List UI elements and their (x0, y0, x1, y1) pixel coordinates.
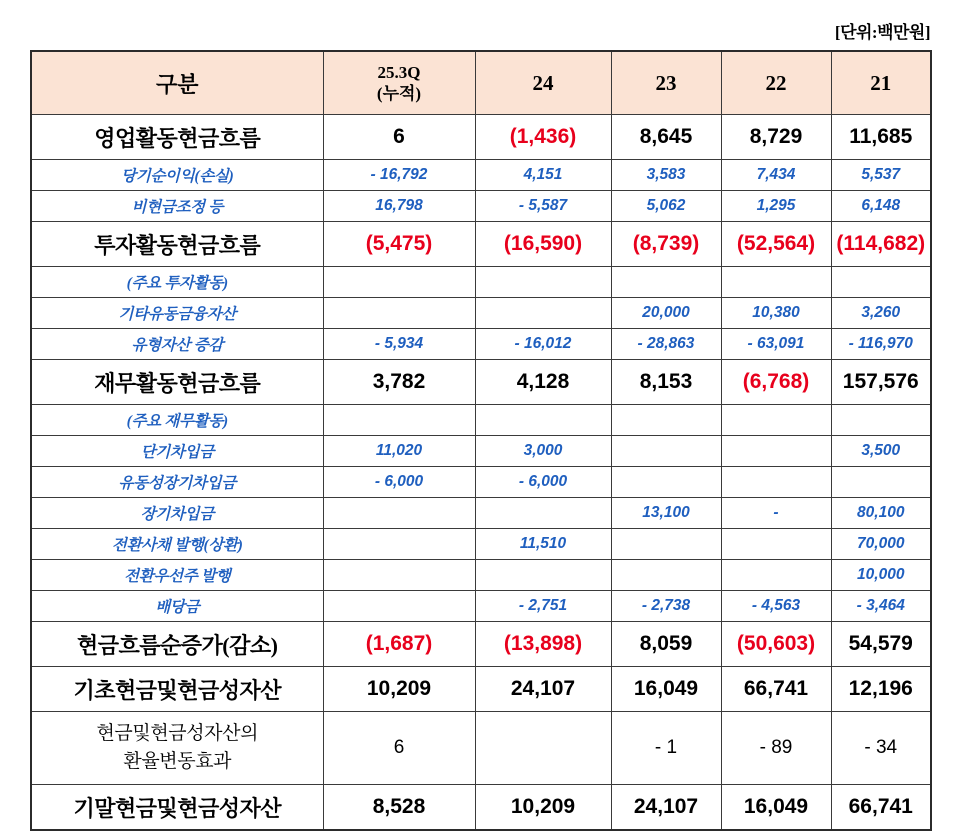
row-value: 8,059 (611, 622, 721, 667)
row-label: 배당금 (31, 591, 323, 622)
row-value (721, 467, 831, 498)
row-value: 3,000 (475, 436, 611, 467)
row-value: - 4,563 (721, 591, 831, 622)
row-value: (1,687) (323, 622, 475, 667)
row-value: 70,000 (831, 529, 931, 560)
row-value (323, 560, 475, 591)
table-row (31, 298, 931, 329)
row-value: 13,100 (611, 498, 721, 529)
row-value (721, 560, 831, 591)
row-value: 5,062 (611, 191, 721, 222)
row-value (611, 267, 721, 298)
row-value: 10,380 (721, 298, 831, 329)
row-value: - 1 (611, 712, 721, 785)
row-value: 4,151 (475, 160, 611, 191)
row-label: 유동성장기차입금 (31, 467, 323, 498)
row-value: - 6,000 (323, 467, 475, 498)
table-row (31, 529, 931, 560)
row-value (475, 560, 611, 591)
table-row (31, 436, 931, 467)
table-row (31, 360, 931, 405)
row-value: 12,196 (831, 667, 931, 712)
row-value: - 16,792 (323, 160, 475, 191)
row-value: 24,107 (475, 667, 611, 712)
row-value: 1,295 (721, 191, 831, 222)
row-value: (8,739) (611, 222, 721, 267)
row-label: 기말현금및현금성자산 (31, 785, 323, 831)
row-value (323, 591, 475, 622)
row-value: - 89 (721, 712, 831, 785)
row-label: 비현금조정 등 (31, 191, 323, 222)
row-value (721, 267, 831, 298)
row-value: 11,685 (831, 115, 931, 160)
row-label-line1: 현금및현금성자산의 (96, 722, 259, 744)
unit-note: [단위:백만원] (834, 23, 930, 42)
row-value: 3,583 (611, 160, 721, 191)
table-header (31, 51, 931, 115)
row-value: (16,590) (475, 222, 611, 267)
row-value: 54,579 (831, 622, 931, 667)
table-row (31, 560, 931, 591)
row-value (323, 405, 475, 436)
row-value: - 34 (831, 712, 931, 785)
row-value (721, 436, 831, 467)
table-row (31, 591, 931, 622)
row-value: 16,049 (721, 785, 831, 831)
row-value: - 6,000 (475, 467, 611, 498)
row-value: 6 (323, 712, 475, 785)
row-value: - 3,464 (831, 591, 931, 622)
row-label: 기타유동금융자산 (31, 298, 323, 329)
table-row (31, 785, 931, 831)
row-label: 전환우선주 발행 (31, 560, 323, 591)
row-value: 8,729 (721, 115, 831, 160)
row-value: - 63,091 (721, 329, 831, 360)
table-row (31, 405, 931, 436)
row-value: - 116,970 (831, 329, 931, 360)
row-value (831, 467, 931, 498)
cash-flow-table (30, 50, 932, 831)
row-value: (114,682) (831, 222, 931, 267)
column-header-22: 22 (721, 51, 831, 115)
row-value: 11,510 (475, 529, 611, 560)
table-row (31, 222, 931, 267)
row-value: 3,782 (323, 360, 475, 405)
row-value: 8,153 (611, 360, 721, 405)
table-row (31, 712, 931, 785)
row-value: 3,260 (831, 298, 931, 329)
row-label: 유형자산 증감 (31, 329, 323, 360)
row-value: (5,475) (323, 222, 475, 267)
row-label: 단기차입금 (31, 436, 323, 467)
row-value (323, 529, 475, 560)
row-value: 10,209 (323, 667, 475, 712)
row-value (721, 529, 831, 560)
row-value (611, 467, 721, 498)
row-value: 10,000 (831, 560, 931, 591)
row-value (611, 560, 721, 591)
row-value: - 16,012 (475, 329, 611, 360)
row-value: 8,528 (323, 785, 475, 831)
column-header-23: 23 (611, 51, 721, 115)
row-label: 투자활동현금흐름 (31, 222, 323, 267)
table-row (31, 467, 931, 498)
row-value (831, 405, 931, 436)
row-value: 80,100 (831, 498, 931, 529)
row-value (611, 405, 721, 436)
row-value: 6,148 (831, 191, 931, 222)
row-value: 8,645 (611, 115, 721, 160)
table-body (31, 115, 931, 831)
table-row (31, 267, 931, 298)
row-value (611, 529, 721, 560)
row-value: - 28,863 (611, 329, 721, 360)
row-label: 장기차입금 (31, 498, 323, 529)
header-row (31, 51, 931, 115)
row-label (31, 712, 323, 785)
row-value (323, 298, 475, 329)
row-label: 전환사채 발행(상환) (31, 529, 323, 560)
row-value: (6,768) (721, 360, 831, 405)
table-row (31, 498, 931, 529)
row-label: 영업활동현금흐름 (31, 115, 323, 160)
row-value: - 5,587 (475, 191, 611, 222)
row-value (323, 267, 475, 298)
row-value: - 2,738 (611, 591, 721, 622)
row-value (611, 436, 721, 467)
table-row (31, 191, 931, 222)
column-header-25-3q (323, 51, 475, 115)
column-header-24: 24 (475, 51, 611, 115)
column-header-category: 구분 (31, 51, 323, 115)
row-value: 3,500 (831, 436, 931, 467)
row-value: (52,564) (721, 222, 831, 267)
row-value: 20,000 (611, 298, 721, 329)
row-value: - 5,934 (323, 329, 475, 360)
table-row (31, 329, 931, 360)
row-value: 6 (323, 115, 475, 160)
row-value: 7,434 (721, 160, 831, 191)
row-value: 5,537 (831, 160, 931, 191)
row-label: 현금흐름순증가(감소) (31, 622, 323, 667)
row-value: 16,798 (323, 191, 475, 222)
table-row (31, 115, 931, 160)
row-value (721, 405, 831, 436)
row-value: - (721, 498, 831, 529)
row-value: 24,107 (611, 785, 721, 831)
row-label: 당기순이익(손실) (31, 160, 323, 191)
row-value: 11,020 (323, 436, 475, 467)
row-label-line2: 환율변동효과 (123, 751, 232, 772)
column-header-25-3q-main: 25.3Q (377, 62, 421, 82)
row-label: (주요 재무활동) (31, 405, 323, 436)
row-value: 66,741 (721, 667, 831, 712)
row-value: 16,049 (611, 667, 721, 712)
row-value: (50,603) (721, 622, 831, 667)
row-value (475, 498, 611, 529)
row-value (475, 405, 611, 436)
row-label: 재무활동현금흐름 (31, 360, 323, 405)
row-value: 157,576 (831, 360, 931, 405)
table-row (31, 667, 931, 712)
table-row (31, 622, 931, 667)
row-value (475, 712, 611, 785)
row-value: 66,741 (831, 785, 931, 831)
row-value (475, 298, 611, 329)
row-value: (1,436) (475, 115, 611, 160)
row-label: (주요 투자활동) (31, 267, 323, 298)
row-value: - 2,751 (475, 591, 611, 622)
row-value: (13,898) (475, 622, 611, 667)
row-value: 4,128 (475, 360, 611, 405)
table-row (31, 160, 931, 191)
row-value: 10,209 (475, 785, 611, 831)
column-header-21: 21 (831, 51, 931, 115)
row-label: 기초현금및현금성자산 (31, 667, 323, 712)
row-value (323, 498, 475, 529)
row-value (831, 267, 931, 298)
row-value (475, 267, 611, 298)
column-header-25-3q-sub: (누적) (376, 84, 422, 103)
